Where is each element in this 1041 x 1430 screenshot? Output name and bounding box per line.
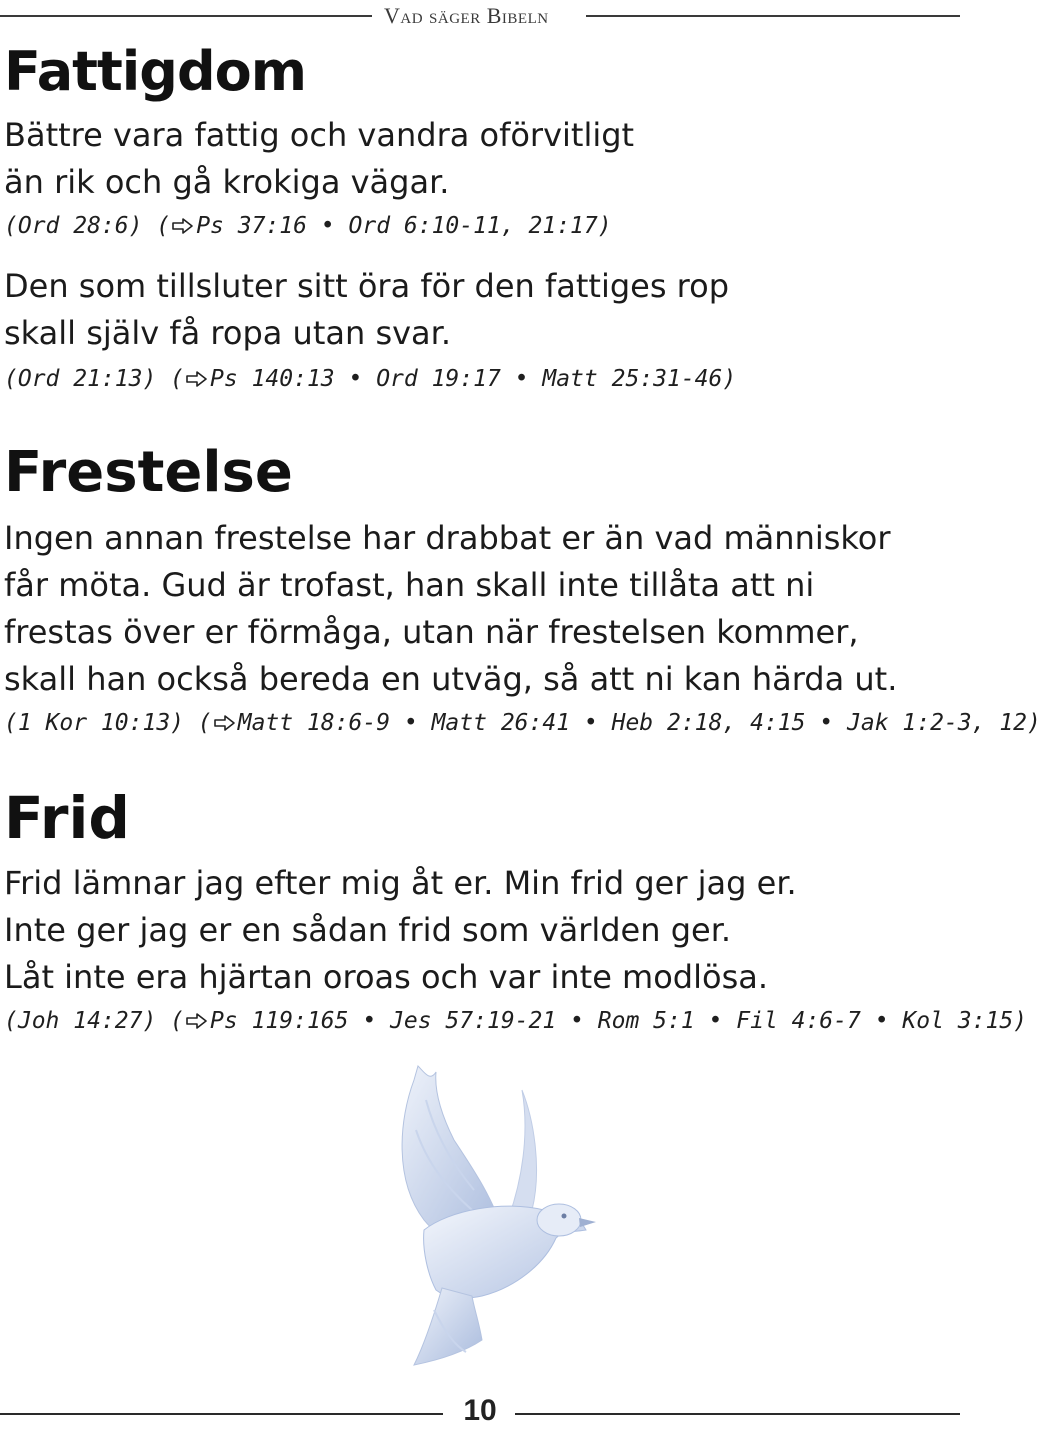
verse-line: skall han också bereda en utväg, så att ni kan härda ut. [4, 660, 898, 698]
reference-main: (Joh 14:27) [4, 1008, 157, 1034]
cross-reference-arrow-icon [172, 217, 194, 235]
footer-rule-left [0, 1413, 443, 1415]
section-heading-frestelse: Frestelse [4, 440, 293, 505]
cross-reference-arrow-icon [186, 1012, 208, 1030]
verse-line: Den som tillsluter sitt öra för den fattiges rop [4, 267, 730, 305]
cross-references: Ps 37:16 • Ord 6:10-11, 21:17) [196, 213, 612, 239]
verse-line: Ingen annan frestelse har drabbat er än vad människor [4, 519, 891, 557]
section-heading-fattigdom: Fattigdom [4, 40, 306, 103]
reference-main: (Ord 28:6) [4, 213, 143, 239]
cross-references: Ps 119:165 • Jes 57:19-21 • Rom 5:1 • Fil 4:6-7 • Kol 3:15) [210, 1008, 1028, 1034]
scripture-reference: (Joh 14:27) ( Ps 119:165 • Jes 57:19-21 • Rom 5:1 • Fil 4:6-7 • Kol 3:15) [4, 1008, 1028, 1034]
header-rule-right [586, 15, 960, 17]
cross-references: Ps 140:13 • Ord 19:17 • Matt 25:31-46) [210, 366, 737, 392]
cross-references: Matt 18:6-9 • Matt 26:41 • Heb 2:18, 4:15 • Jak 1:2-3, 12) [237, 710, 1041, 736]
page-footer [0, 1392, 960, 1430]
dove-icon [354, 1060, 606, 1378]
verse-line: Inte ger jag er en sådan frid som världen ger. [4, 911, 732, 949]
scripture-reference: (Ord 28:6) ( Ps 37:16 • Ord 6:10-11, 21:17) [4, 213, 612, 239]
footer-rule-right [515, 1413, 960, 1415]
cross-reference-arrow-icon [186, 370, 208, 388]
verse-line: än rik och gå krokiga vägar. [4, 163, 450, 201]
cross-reference-arrow-icon [214, 714, 236, 732]
header-rule-left [0, 15, 372, 17]
reference-main: (1 Kor 10:13) [4, 710, 185, 736]
running-title: Vad säger Bibeln [384, 3, 549, 28]
page-number: 10 [463, 1394, 497, 1427]
reference-main: (Ord 21:13) [4, 366, 157, 392]
section-heading-frid: Frid [4, 784, 130, 852]
scripture-reference: (1 Kor 10:13) ( Matt 18:6-9 • Matt 26:41 • Heb 2:18, 4:15 • Jak 1:2-3, 12) [4, 710, 1041, 736]
verse-line: Frid lämnar jag efter mig åt er. Min frid ger jag er. [4, 864, 797, 902]
verse-line: skall själv få ropa utan svar. [4, 314, 452, 352]
page-header [0, 0, 960, 30]
verse-line: Låt inte era hjärtan oroas och var inte modlösa. [4, 958, 769, 996]
verse-line: frestas över er förmåga, utan när frestelsen kommer, [4, 613, 859, 651]
scripture-reference: (Ord 21:13) ( Ps 140:13 • Ord 19:17 • Matt 25:31-46) [4, 366, 737, 392]
verse-line: får möta. Gud är trofast, han skall inte tillåta att ni [4, 566, 815, 604]
verse-line: Bättre vara fattig och vandra oförvitligt [4, 116, 635, 154]
